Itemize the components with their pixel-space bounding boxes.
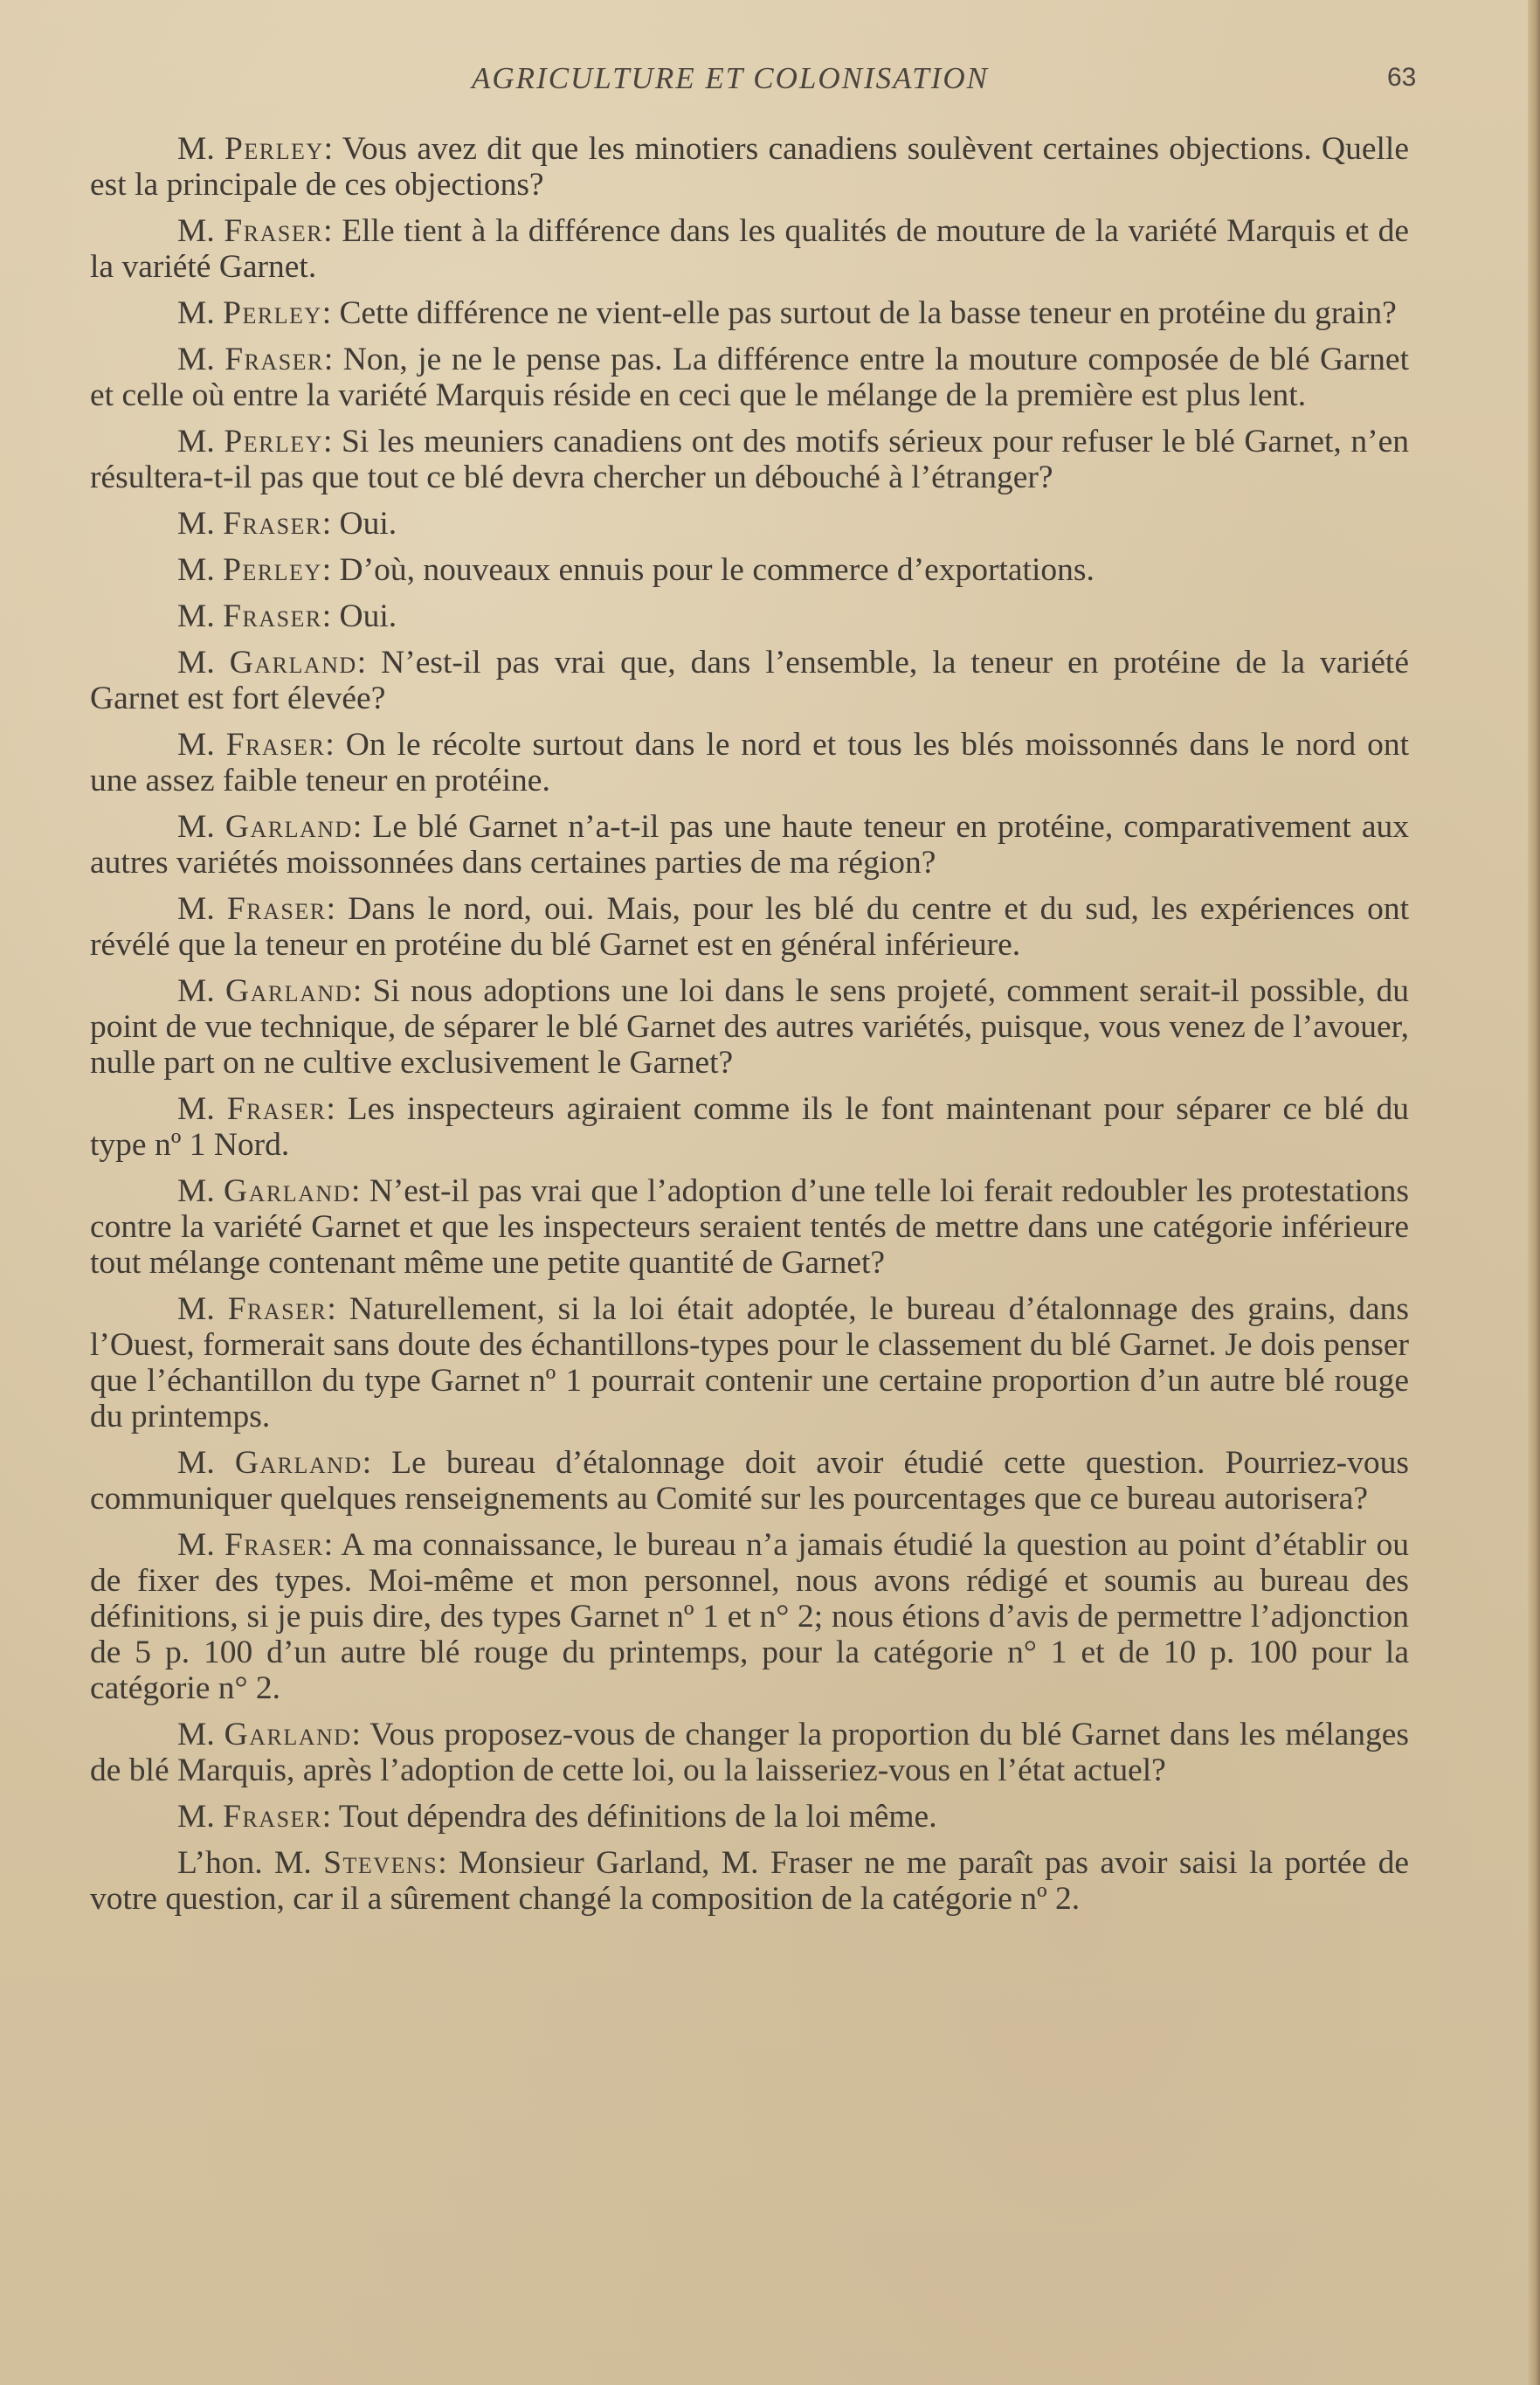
paragraph-text: : Si les meuniers canadiens ont des motifs sérieux pour refuser le blé Garnet, n’en résultera-t-il pas que tout ce blé devra chercher un débouché à l’étranger?: [90, 424, 1410, 495]
paragraph: [90, 1173, 1409, 1281]
paragraph: [90, 295, 1409, 331]
speaker-name: Perley: [224, 424, 323, 460]
paragraph-text: : Tout dépendra des définitions de la loi même.: [321, 1799, 937, 1835]
speaker-name: Garland: [224, 1717, 352, 1752]
paragraph-text: : A ma connaissance, le bureau n’a jamais étudié la question au point d’établir ou de fixer des types. Moi-même et mon personnel, nous avons rédigé et soumis au bureau des définitions, si je puis dire, des types Garnet nº 1 et n° 2; nous étions d’avis de permettre l’adjonction de 5 p. 100 d’un autre blé rouge du printemps, pour la catégorie n° 1 et de 10 p. 100 pour la catégorie n° 2.: [90, 1527, 1409, 1706]
speaker-prefix: M.: [177, 1445, 235, 1481]
speaker-prefix: M.: [177, 809, 225, 845]
speaker-prefix: M.: [177, 506, 224, 542]
speaker-name: Fraser: [225, 727, 326, 763]
speaker-prefix: L’hon. M.: [177, 1845, 324, 1881]
paragraph-text: : Oui.: [321, 598, 397, 634]
speaker-name: Fraser: [224, 342, 324, 377]
speaker-prefix: M.: [177, 552, 224, 588]
speaker-name: Perley: [223, 295, 322, 331]
paragraph-text: : Le blé Garnet n’a-t-il pas une haute teneur en protéine, comparativement aux autres variétés moissonnées dans certaines parties de ma région?: [90, 809, 1409, 881]
page-number: 63: [1387, 63, 1417, 92]
paragraph-text: : Le bureau d’étalonnage doit avoir étudié cette question. Pourriez-vous communiquer quelques renseignements au Comité sur les pourcentages que ce bureau autorisera?: [90, 1445, 1409, 1517]
paragraph-text: : Si nous adoptions une loi dans le sens projeté, comment serait-il possible, du point de vue technique, de séparer le blé Garnet des autres variétés, puisque, vous venez de l’avouer, nulle part on ne cultive exclusivement le Garnet?: [90, 973, 1410, 1081]
page-header: [0, 61, 1540, 105]
paragraph-text: : Cette différence ne vient-elle pas surtout de la basse teneur en protéine du grain?: [321, 295, 1397, 331]
paragraph-text: : Monsieur Garland, M. Fraser ne me paraît pas avoir saisi la portée de votre question, car il a sûrement changé la composition de la catégorie nº 2.: [90, 1845, 1410, 1917]
speaker-name: Fraser: [224, 213, 324, 249]
paragraph: [90, 809, 1409, 881]
speaker-prefix: M.: [177, 1527, 225, 1563]
speaker-name: Fraser: [224, 1527, 324, 1563]
speaker-name: Garland: [224, 973, 353, 1009]
speaker-prefix: M.: [177, 973, 225, 1009]
speaker-name: Fraser: [226, 891, 327, 927]
speaker-name: Perley: [223, 552, 322, 588]
paragraph: [90, 1799, 1409, 1835]
speaker-name: Stevens: [323, 1845, 439, 1881]
paragraph-text: : Les inspecteurs agiraient comme ils le font maintenant pour séparer ce blé du type nº 1 Nord.: [90, 1091, 1409, 1163]
speaker-prefix: M.: [177, 645, 230, 681]
speaker-prefix: M.: [177, 1799, 224, 1835]
paragraph: [90, 552, 1409, 588]
paragraph-text: : Oui.: [321, 506, 397, 542]
paragraph: [90, 1091, 1409, 1163]
paragraph-text: : On le récolte surtout dans le nord et tous les blés moissonnés dans le nord ont une assez faible teneur en protéine.: [90, 727, 1409, 798]
paragraph: [90, 598, 1409, 634]
speaker-name: Fraser: [226, 1091, 327, 1127]
paragraph-text: : N’est-il pas vrai que l’adoption d’une telle loi ferait redoubler les protestations contre la variété Garnet et que les inspecteurs seraient tentés de mettre dans une catégorie inférieure tout mélange contenant même une petite quantité de Garnet?: [90, 1173, 1409, 1281]
speaker-prefix: M.: [177, 598, 224, 634]
speaker-prefix: M.: [177, 131, 225, 167]
paragraph-text: : D’où, nouveaux ennuis pour le commerce d’exportations.: [321, 552, 1095, 588]
speaker-prefix: M.: [177, 727, 226, 763]
running-title: AGRICULTURE ET COLONISATION: [472, 61, 989, 95]
paragraph: [90, 1527, 1409, 1706]
paragraph: [90, 1717, 1409, 1788]
paragraph-text: : Dans le nord, oui. Mais, pour les blé du centre et du sud, les expériences ont révélé que la teneur en protéine du blé Garnet est en général inférieure.: [90, 891, 1409, 963]
speaker-name: Garland: [224, 809, 353, 845]
speaker-name: Fraser: [223, 506, 322, 542]
paragraph: [90, 213, 1409, 285]
paragraph: [90, 131, 1409, 203]
paragraph: [90, 1291, 1409, 1434]
paragraph-text: : Vous proposez-vous de changer la proportion du blé Garnet dans les mélanges de blé Marquis, après l’adoption de cette loi, ou la laisseriez-vous en l’état actuel?: [90, 1717, 1409, 1788]
speaker-name: Garland: [234, 1445, 363, 1481]
speaker-name: Garland: [224, 1173, 351, 1209]
speaker-name: Fraser: [227, 1291, 328, 1327]
page-edge: [1528, 0, 1540, 2385]
paragraph: [90, 891, 1409, 963]
speaker-prefix: M.: [177, 342, 225, 377]
paragraph: [90, 973, 1409, 1081]
speaker-prefix: M.: [177, 1717, 224, 1752]
speaker-prefix: M.: [177, 891, 227, 927]
paragraph: [90, 424, 1409, 495]
paragraph-text: : Vous avez dit que les minotiers canadiens soulèvent certaines objections. Quelle est la principale de ces objections?: [90, 131, 1409, 203]
speaker-prefix: M.: [177, 1091, 227, 1127]
speaker-prefix: M.: [177, 424, 224, 460]
speaker-name: Garland: [229, 645, 357, 681]
speaker-prefix: M.: [177, 1173, 224, 1209]
paragraph-text: : N’est-il pas vrai que, dans l’ensemble, la teneur en protéine de la variété Garnet est fort élevée?: [90, 645, 1410, 716]
speaker-name: Fraser: [223, 1799, 322, 1835]
paragraph-text: : Naturellement, si la loi était adoptée, le bureau d’étalonnage des grains, dans l’Ouest, formerait sans doute des échantillons-types pour le classement du blé Garnet. Je dois penser que l’échantillon du type Garnet nº 1 pourrait contenir une certaine proportion d’un autre blé rouge du printemps.: [90, 1291, 1409, 1434]
speaker-prefix: M.: [177, 213, 224, 249]
paragraph-text: : Elle tient à la différence dans les qualités de mouture de la variété Marquis et de la variété Garnet.: [90, 213, 1409, 285]
paragraph: [90, 506, 1409, 542]
paragraph: [90, 645, 1409, 716]
paragraph: [90, 1445, 1409, 1517]
paragraph: [90, 342, 1409, 413]
speaker-name: Perley: [224, 131, 324, 167]
paragraph: [90, 727, 1409, 798]
paragraph: [90, 1845, 1409, 1917]
paragraph-text: : Non, je ne le pense pas. La différence entre la mouture composée de blé Garnet et celle où entre la variété Marquis réside en ceci que le mélange de la première est plus lent.: [90, 342, 1409, 413]
speaker-prefix: M.: [177, 1291, 228, 1327]
body-text: [90, 131, 1409, 1927]
speaker-prefix: M.: [177, 295, 224, 331]
speaker-name: Fraser: [223, 598, 322, 634]
